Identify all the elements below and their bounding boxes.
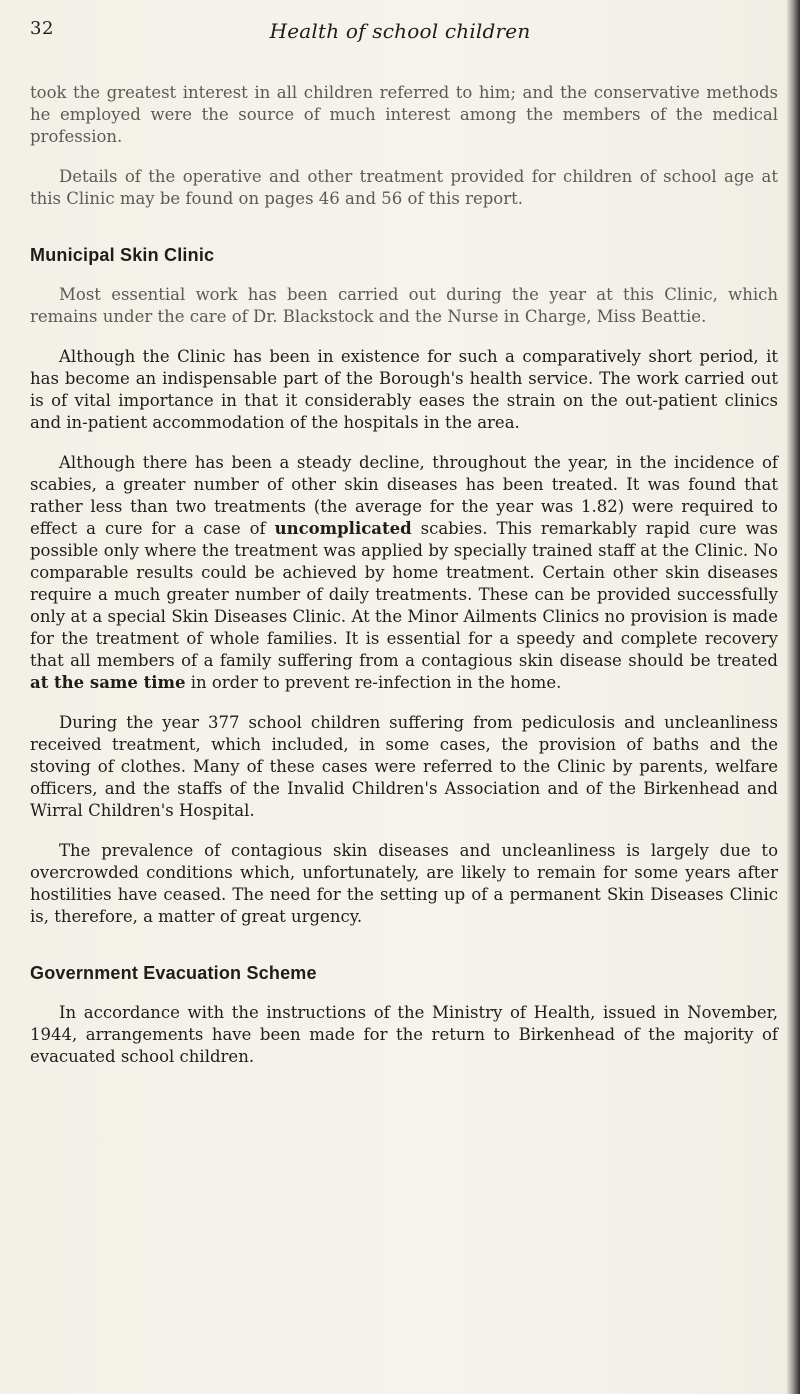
permanent-clinic-paragraph: The prevalence of contagious skin diseases and uncleanliness is largely due to overcrowded conditions which, unfortunately, are likely to remain for some years after hostilities have ceased. The need for the setting up of a permanent Skin Diseases Clinic is, therefore, a matter of great urgency.	[30, 841, 778, 926]
operative-treatment-paragraph: Details of the operative and other treatment provided for children of school age at this Clinic may be found on pages 46 and 56 of this report.	[30, 167, 778, 208]
evacuation-scheme-paragraph: In accordance with the instructions of the Ministry of Health, issued in November, 1944, arrangements have been made for the return to Birkenhead of the majority of evacuated school children.	[30, 1003, 778, 1066]
same-time-emphasis: at the same time	[30, 673, 186, 692]
document-body	[30, 82, 778, 1086]
scabies-text-part-2: scabies. This remarkably rapid cure was possible only where the treatment was applied by specially trained staff at the Clinic. No comparable results could be achieved by home treatment. Certain other skin diseases require a much greater number of daily treatments. These can be provided successfully only at a special Skin Diseases Clinic. At the Minor Ailments Clinics no provision is made for the treatment of whole families. It is essential for a speedy and complete recovery that all members of a family suffering from a contagious skin disease should be treated	[30, 519, 778, 670]
pediculosis-paragraph: During the year 377 school children suffering from pediculosis and uncleanliness received treatment, which included, in some cases, the provision of baths and the stoving of clothes. Many of these cases were referred to the Clinic by parents, welfare officers, and the staffs of the Invalid Children's Association and of the Birkenhead and Wirral Children's Hospital.	[30, 713, 778, 820]
scabies-text-part-3: in order to prevent re-infection in the home.	[185, 673, 562, 692]
header-title: Health of school children	[269, 19, 531, 43]
skin-clinic-intro-paragraph: Most essential work has been carried out during the year at this Clinic, which remains under the care of Dr. Blackstock and the Nurse in Charge, Miss Beattie.	[30, 285, 778, 326]
running-head	[30, 18, 770, 46]
scabies-treatment-paragraph	[30, 452, 778, 694]
opening-continuation-paragraph: took the greatest interest in all children referred to him; and the conservative methods he employed were the source of much interest among the members of the medical profession.	[30, 83, 778, 146]
section-heading-government-evacuation-scheme: Government Evacuation Scheme	[30, 963, 317, 983]
page-number: 32	[30, 18, 54, 39]
page-edge-shadow	[786, 0, 800, 1394]
section-heading-municipal-skin-clinic: Municipal Skin Clinic	[30, 245, 215, 265]
skin-clinic-importance-paragraph: Although the Clinic has been in existence for such a comparatively short period, it has become an indispensable part of the Borough's health service. The work carried out is of vital importance in that it considerably eases the strain on the out-patient clinics and in-patient accommodation of the hospitals in the area.	[30, 347, 778, 432]
scabies-text-part-1: Although there has been a steady decline, throughout the year, in the incidence of scabies, a greater number of other skin diseases has been treated. It was found that rather less than two treatments (the average for the year was 1.82) were required to effect a cure for a case of	[30, 453, 778, 538]
uncomplicated-emphasis: uncomplicated	[274, 519, 412, 538]
